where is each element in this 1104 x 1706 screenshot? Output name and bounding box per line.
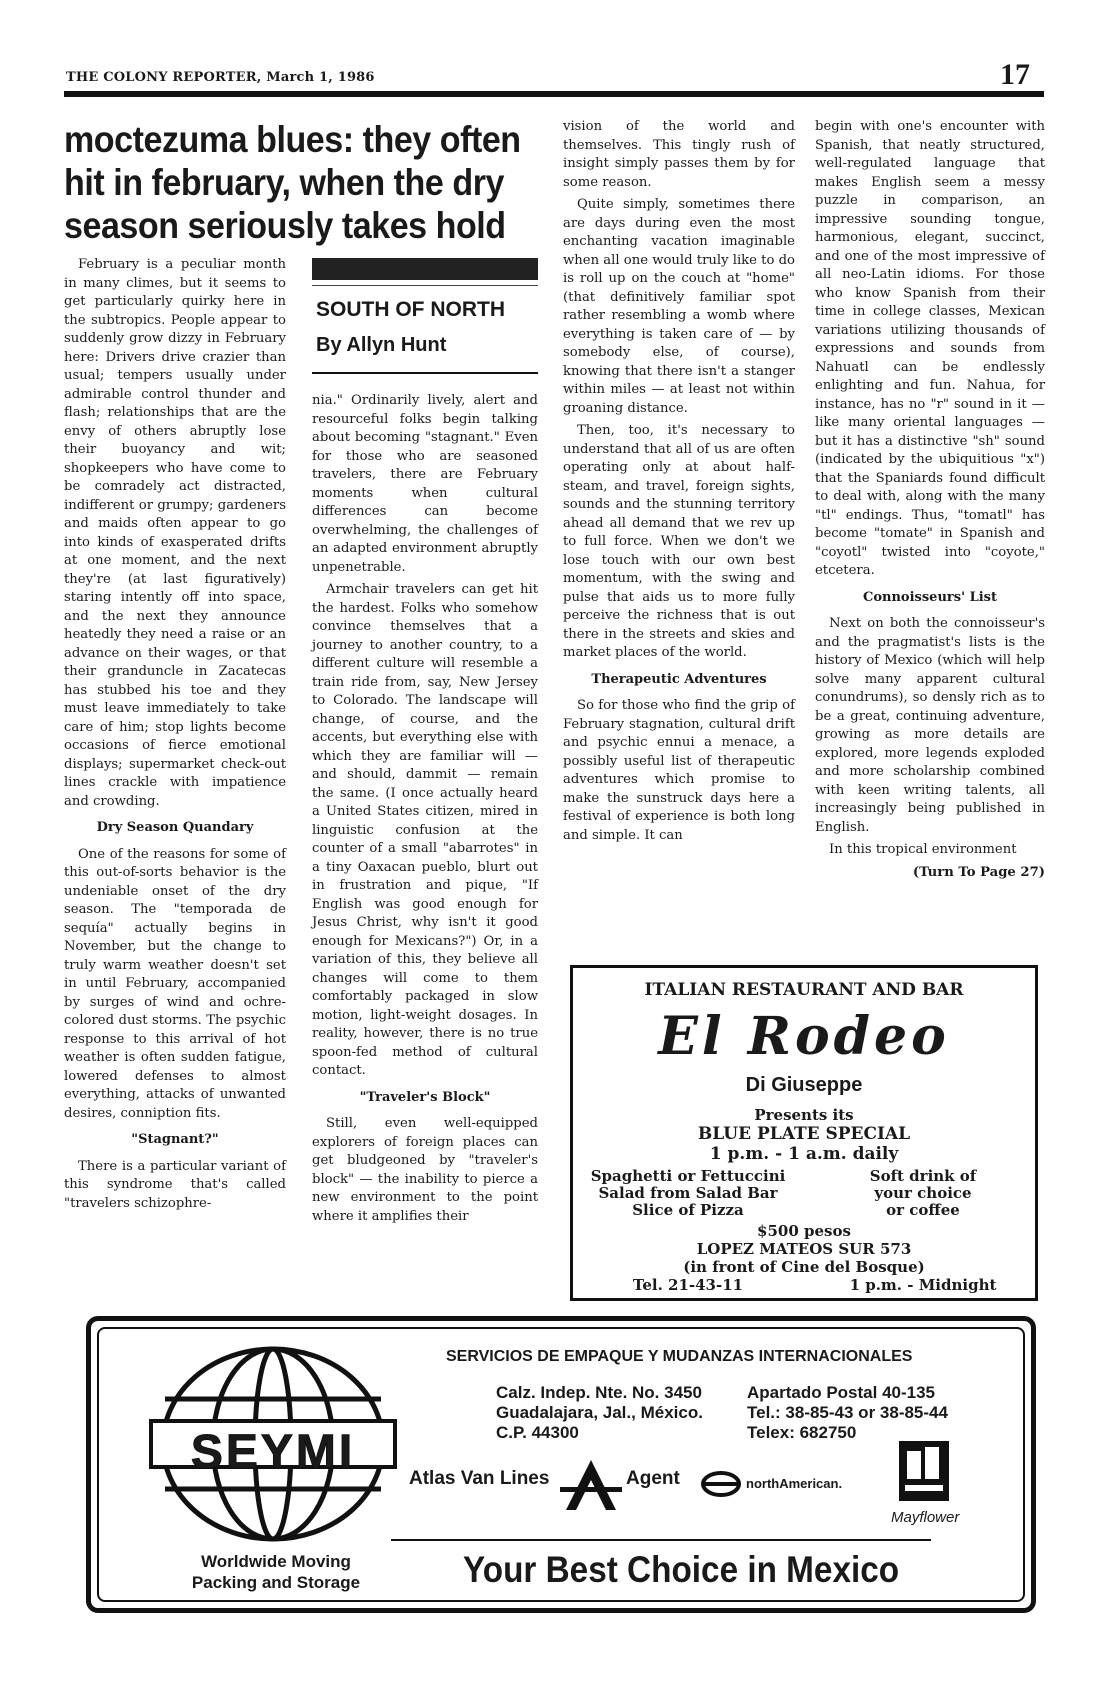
ad-category: ITALIAN RESTAURANT AND BAR bbox=[644, 980, 964, 1000]
atlas-label: Atlas Van Lines bbox=[409, 1468, 550, 1489]
article-headline: moctezuma blues: they often hit in february, when the dry season seriously takes hold bbox=[64, 119, 521, 246]
restaurant-subtitle: Di Giuseppe bbox=[745, 1074, 863, 1096]
header-rule bbox=[64, 91, 1044, 97]
byline-rule bbox=[312, 372, 538, 374]
mayflower-ship-icon bbox=[897, 1439, 951, 1503]
paragraph: So for those who find the grip of February stagnation, cultural drift and psychic ennui a menace, a possibly useful list of therapeutic adventures which promise to make the sunstruck days here a festival of experience is both long and simple. It can bbox=[563, 698, 795, 843]
contact-line: Tel.: 38-85-43 or 38-85-44 bbox=[747, 1403, 948, 1422]
page-number: 17 bbox=[1000, 58, 1030, 91]
el-rodeo-ad bbox=[570, 965, 1038, 1301]
menu-item: Salad from Salad Bar bbox=[598, 1184, 778, 1202]
landmark: (in front of Cine del Bosque) bbox=[683, 1258, 925, 1276]
column-title: SOUTH OF NORTH bbox=[316, 298, 505, 321]
menu-right bbox=[813, 1168, 1033, 1219]
special-title: BLUE PLATE SPECIAL bbox=[697, 1124, 911, 1144]
article-column-4 bbox=[815, 118, 1045, 882]
menu-item: Spaghetti or Fettuccini bbox=[590, 1167, 786, 1185]
seymi-logo: SEYMI bbox=[190, 1426, 356, 1479]
price: $500 pesos bbox=[757, 1222, 851, 1240]
menu-left bbox=[573, 1168, 803, 1219]
seymi-address bbox=[496, 1383, 703, 1443]
byline-bar bbox=[312, 258, 538, 280]
slogan-rule bbox=[391, 1539, 931, 1541]
mayflower-label: Mayflower bbox=[891, 1509, 960, 1526]
paragraph: In this tropical environment bbox=[829, 842, 1017, 857]
telephone: Tel. 21-43-11 bbox=[632, 1276, 744, 1294]
atlas-logo-icon bbox=[556, 1455, 626, 1515]
address-line: Guadalajara, Jal., México. bbox=[496, 1403, 703, 1422]
north-american-label: northAmerican. bbox=[746, 1476, 843, 1491]
restaurant-name: El Rodeo bbox=[658, 1006, 950, 1067]
paragraph: nia." Ordinarily lively, alert and resourceful folks begin talking about becoming "stagnant." Even for those who are seasoned travelers, there are February moments when cultural differences can become overwhelming, the challenges of an adapted environment abruptly unpenetrable. bbox=[312, 393, 538, 575]
paragraph: Then, too, it's necessary to understand that all of us are often operating only at about half-steam, and travel, foreign sights, sounds and the stunning territory ahead all demand that we rev up to full force. When we don't we lose touch with our own best momentum, with the swing and pulse that aids us to more fully perceive the richness that is out there in the streets and skies and market places of the world. bbox=[563, 423, 795, 660]
publication-line: THE COLONY REPORTER, March 1, 1986 bbox=[66, 70, 375, 85]
seymi-title: SERVICIOS DE EMPAQUE Y MUDANZAS INTERNACIONALES bbox=[446, 1348, 913, 1365]
continuation-note: (Turn To Page 27) bbox=[912, 864, 1045, 880]
contact-line: Telex: 682750 bbox=[747, 1423, 857, 1442]
paragraph: One of the reasons for some of this out-of-sorts behavior is the undeniable onset of the dry season. The "temporada de sequía" actually begins in November, but the change to truly warm weather doesn't set in until February, accompanied by surges of wind and ochre-colored dust storms. The psychic response to this arrival of hot weather is often sudden fatigue, lowered defenses to almost everything, attacks of unwanted desires, conniption fits. bbox=[64, 846, 286, 1121]
paragraph: February is a peculiar month in many climes, but it seems to get particularly quirky here in the subtropics. People appear to suddenly grow dizzy in February here: Drivers drive crazier than usual; tempers usually under admirable control thunder and flash; relationships that are the envy of others abruptly lose their buoyancy and wit; shopkeepers who have come to be comradely act distracted, indifferent or grumpy; gardeners and maids often appear to go into kinds of exasperated drifts at one moment, and the next they're (at last figuratively) staring intently off into space, and the next they announce heatedly they need a raise or an advance on their wages, or that their granduncle in Zacatecas has stubbed his toe and they must leave immediately to take care of him; stop lights become occasions of fierce emotional displays; supermarket check-out lines crackle with impatience and crowding. bbox=[64, 257, 286, 809]
paragraph: Still, even well-equipped explorers of foreign places can get bludgeoned by "traveler's block" — the inability to pierce a new environment to the point where it amplifies their bbox=[312, 1116, 538, 1224]
paragraph: begin with one's encounter with Spanish, that neatly structured, well-regulated language that makes English seem a messy puzzle in comparison, an impressive sounding tongue, harmonious, elegant, succinct, and one of the most impressive of all neo-Latin idioms. For those who know Spanish from their time in college classes, Mexican variations utilizing thousands of expressions and sounds from Nahuatl can be endlessly enlighting and fun. Nahua, for instance, has no "r" sound in it — like many oriental languages — but it has a distinctive "sh" sound (indicated by the ubiquitious "x") that the Spaniards found difficult to deal with, along with the many "tl" endings. Thus, "tomatl" has become "tomate" in Spanish and "coyotl" twisted into "coyote," etcetera. bbox=[815, 119, 1045, 578]
seymi-slogan: Your Best Choice in Mexico bbox=[463, 1549, 900, 1590]
address-line: C.P. 44300 bbox=[496, 1423, 579, 1442]
hours: 1 p.m. - Midnight bbox=[849, 1276, 997, 1294]
seymi-tagline bbox=[191, 1551, 361, 1593]
presents-line: Presents its bbox=[754, 1106, 854, 1124]
paragraph: Quite simply, sometimes there are days during even the most enchanting vacation imaginable when all one would truly like to do is roll up on the couch at "home" (that definitively familiar spot rather resembling a womb where everything is taken care of — by somebody else, of course), knowing that there isn't a stanger within miles — at least not within groaning distance. bbox=[563, 197, 795, 416]
tagline-line: Packing and Storage bbox=[191, 1573, 361, 1592]
address: LOPEZ MATEOS SUR 573 bbox=[696, 1240, 912, 1258]
menu-item: Soft drink of bbox=[869, 1167, 977, 1185]
menu-item: Slice of Pizza bbox=[632, 1201, 744, 1219]
subhead: "Stagnant?" bbox=[131, 1132, 219, 1147]
article-column-3 bbox=[563, 118, 795, 849]
contact-line: Apartado Postal 40-135 bbox=[747, 1383, 936, 1402]
paragraph: Next on both the connoisseur's and the pragmatist's lists is the history of Mexico (which will help solve many apparent cultural conundrums), so densly rich as to be a great, continuing adventure, growing as more details are explored, more legends exploded and more scholarship combined with keen writing talents, all increasingly being published in English. bbox=[815, 616, 1045, 835]
agent-label: Agent bbox=[626, 1468, 680, 1489]
byline: By Allyn Hunt bbox=[316, 334, 447, 356]
article-column-2 bbox=[312, 392, 538, 1230]
tagline-line: Worldwide Moving bbox=[201, 1552, 351, 1571]
address-line: Calz. Indep. Nte. No. 3450 bbox=[496, 1383, 702, 1402]
paragraph: There is a particular variant of this syndrome that's called "travelers schizophre- bbox=[64, 1158, 286, 1211]
seymi-ad bbox=[86, 1316, 1036, 1613]
menu-item: or coffee bbox=[886, 1201, 960, 1219]
paragraph: Armchair travelers can get hit the hardest. Folks who somehow convince themselves that a journey to another country, to a different culture will resemble a train ride from, say, New Jersey to Colorado. The landscape will change, of course, and the accents, but everything else with which they are familiar will — and should, dammit — remain the same. (I once actually heard a United States citizen, mired in linguistic confusion at the counter of a small "abarrotes" in a tiny Oaxacan pueblo, blurt out in frustration and pique, "If English was good enough for Jesus Christ, why isn't it good enough for Mexicans?") Or, in a variation of this, they believe all changes will come to them comfortably packaged in slow motion, light-weight dosages. In reality, however, there is no true spoon-fed method of cultural contact. bbox=[312, 582, 538, 1078]
subhead: Therapeutic Adventures bbox=[591, 671, 767, 687]
subhead: Connoisseurs' List bbox=[863, 589, 997, 605]
article-column-1 bbox=[64, 256, 286, 1217]
paragraph: vision of the world and themselves. This tingly rush of insight simply passes them by for some reason. bbox=[563, 119, 795, 190]
menu-item: your choice bbox=[874, 1184, 972, 1202]
subhead: Dry Season Quandary bbox=[96, 820, 254, 835]
byline-rule bbox=[312, 285, 538, 286]
seymi-contact bbox=[747, 1383, 948, 1443]
north-american-logo-icon bbox=[701, 1471, 741, 1497]
special-hours: 1 p.m. - 1 a.m. daily bbox=[709, 1144, 899, 1164]
subhead: "Traveler's Block" bbox=[359, 1089, 491, 1105]
